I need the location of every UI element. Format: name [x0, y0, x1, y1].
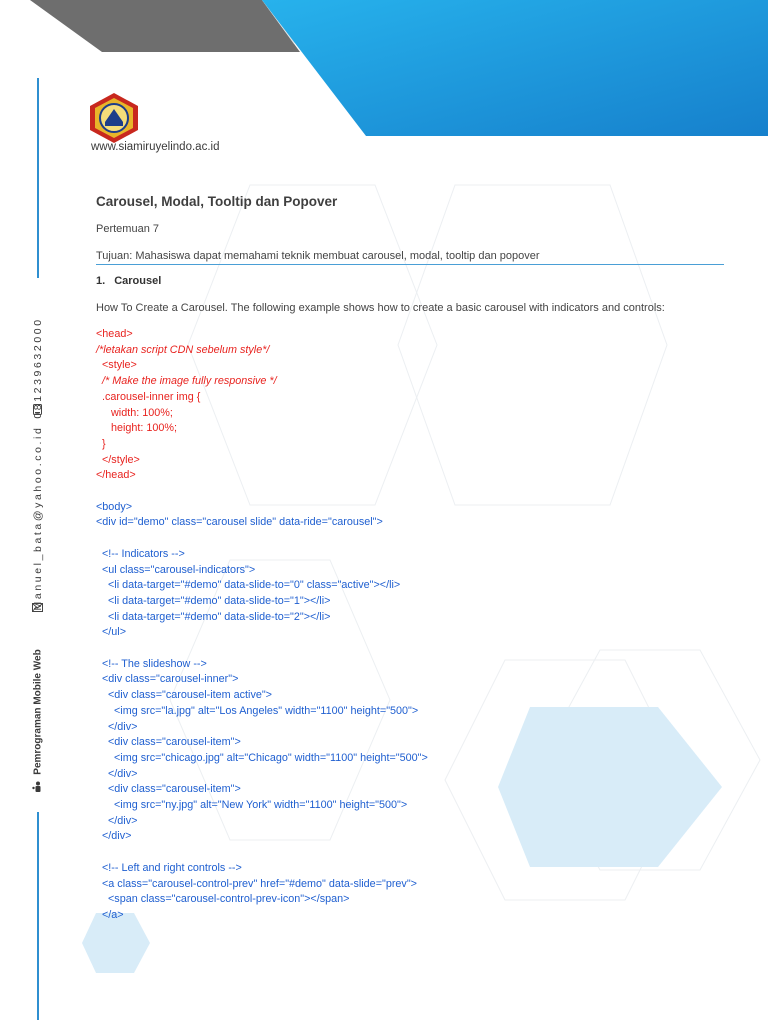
- code-line: <li data-target="#demo" data-slide-to="2"></li>: [96, 610, 331, 623]
- university-crest-icon: [88, 92, 140, 144]
- code-line: <li data-target="#demo" data-slide-to="0" class="active"></li>: [96, 579, 401, 592]
- code-line: <body>: [96, 500, 133, 513]
- code-line: <div id="demo" class="carousel slide" data-ride="carousel">: [96, 516, 383, 529]
- banner-gray-band: [30, 0, 300, 52]
- code-line: <div class="carousel-inner">: [96, 673, 239, 686]
- code-line: <head>: [96, 328, 133, 340]
- intro-paragraph: How To Create a Carousel. The following example shows how to create a basic carousel with indicators and controls:: [96, 302, 665, 314]
- code-line: </a>: [96, 908, 124, 921]
- goal-divider: [96, 264, 724, 265]
- section-title: Carousel: [114, 275, 162, 287]
- code-line: <ul class="carousel-indicators">: [96, 563, 256, 576]
- code-line: .carousel-inner img {: [96, 390, 201, 403]
- section-number: 1.: [96, 275, 106, 287]
- sidebar-line-top: [37, 78, 39, 278]
- code-line: <a class="carousel-control-prev" href="#demo" data-slide="prev">: [96, 877, 417, 890]
- section-heading: [96, 275, 161, 287]
- code-line: <div class="carousel-item">: [96, 736, 241, 749]
- person-icon: [32, 781, 43, 792]
- document-title: Carousel, Modal, Tooltip dan Popover: [96, 194, 338, 209]
- website-url[interactable]: www.siamiruyelindo.ac.id: [91, 141, 220, 153]
- hexagon-large-filled: [498, 707, 722, 867]
- code-line: <!-- Indicators -->: [96, 547, 185, 560]
- code-line: <img src="ny.jpg" alt="New York" width="1100" height="500">: [96, 799, 408, 811]
- code-line: /* Make the image fully responsive */: [96, 375, 277, 388]
- code-line: <!-- Left and right controls -->: [96, 861, 242, 874]
- code-line: <style>: [96, 359, 137, 372]
- code-line: </div>: [96, 830, 132, 843]
- sidebar-email: Manuel_bata@yahoo.co.id: [32, 425, 44, 611]
- sidebar-course: Pemrograman Mobile Web: [32, 649, 44, 775]
- code-line: <img src="la.jpg" alt="Los Angeles" width="1100" height="500">: [96, 704, 419, 717]
- sidebar-phone: 081239632000: [32, 317, 44, 419]
- banner-blue-band: [262, 0, 768, 136]
- code-line: </div>: [96, 767, 138, 780]
- code-line: <div class="carousel-item">: [96, 783, 241, 796]
- envelope-icon: [32, 602, 43, 613]
- code-line: <!-- The slideshow -->: [96, 657, 207, 670]
- sidebar-line-bottom: [37, 812, 39, 1020]
- phone-icon: [32, 404, 43, 415]
- code-line: width: 100%;: [96, 406, 173, 419]
- code-line: <img src="chicago.jpg" alt="Chicago" width="1100" height="500">: [96, 751, 428, 764]
- code-line: </head>: [96, 469, 136, 482]
- meeting-label: Pertemuan 7: [96, 223, 159, 235]
- code-line: </div>: [96, 814, 138, 827]
- code-line: }: [96, 437, 106, 450]
- code-line: height: 100%;: [96, 422, 178, 435]
- code-line: <div class="carousel-item active">: [96, 689, 272, 702]
- learning-goal: Tujuan: Mahasiswa dapat memahami teknik membuat carousel, modal, tooltip dan popover: [96, 250, 540, 262]
- code-line: <li data-target="#demo" data-slide-to="1"></li>: [96, 594, 331, 607]
- code-line: </style>: [96, 453, 140, 466]
- code-line: <span class="carousel-control-prev-icon"></span>: [96, 893, 350, 906]
- code-line: /*letakan script CDN sebelum style*/: [96, 343, 270, 356]
- code-line: </div>: [96, 720, 138, 733]
- code-line: </ul>: [96, 626, 127, 639]
